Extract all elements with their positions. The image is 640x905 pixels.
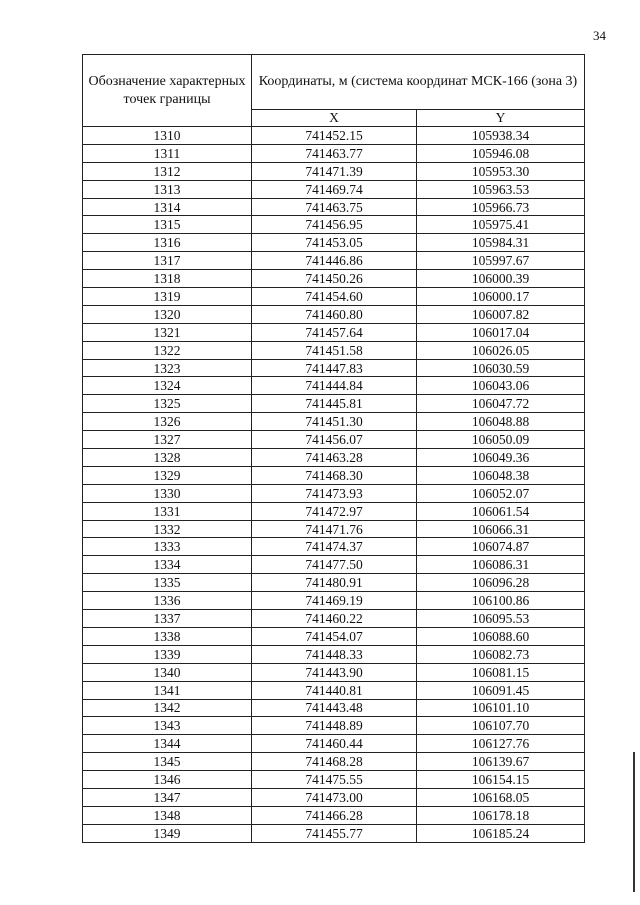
x-coordinate-cell: 741443.90 xyxy=(252,663,417,681)
table-row xyxy=(83,252,585,270)
header-x: X xyxy=(252,109,417,127)
point-id-cell: 1311 xyxy=(83,144,252,162)
table-row xyxy=(83,162,585,180)
table-row xyxy=(83,556,585,574)
point-id-cell: 1319 xyxy=(83,288,252,306)
x-coordinate-cell: 741472.97 xyxy=(252,502,417,520)
x-coordinate-cell: 741460.80 xyxy=(252,305,417,323)
table-row xyxy=(83,735,585,753)
x-coordinate-cell: 741480.91 xyxy=(252,574,417,592)
x-coordinate-cell: 741454.60 xyxy=(252,288,417,306)
point-id-cell: 1327 xyxy=(83,431,252,449)
point-id-cell: 1345 xyxy=(83,753,252,771)
point-id-cell: 1349 xyxy=(83,824,252,842)
y-coordinate-cell: 106096.28 xyxy=(417,574,585,592)
y-coordinate-cell: 106154.15 xyxy=(417,771,585,789)
y-coordinate-cell: 105975.41 xyxy=(417,216,585,234)
x-coordinate-cell: 741475.55 xyxy=(252,771,417,789)
point-id-cell: 1338 xyxy=(83,627,252,645)
coordinates-table xyxy=(82,54,585,843)
x-coordinate-cell: 741456.95 xyxy=(252,216,417,234)
table-row xyxy=(83,431,585,449)
y-coordinate-cell: 106082.73 xyxy=(417,645,585,663)
x-coordinate-cell: 741447.83 xyxy=(252,359,417,377)
table-row xyxy=(83,234,585,252)
table-row xyxy=(83,466,585,484)
table-row xyxy=(83,717,585,735)
x-coordinate-cell: 741443.48 xyxy=(252,699,417,717)
table-body xyxy=(83,127,585,843)
point-id-cell: 1320 xyxy=(83,305,252,323)
y-coordinate-cell: 106043.06 xyxy=(417,377,585,395)
table-row xyxy=(83,592,585,610)
x-coordinate-cell: 741440.81 xyxy=(252,681,417,699)
y-coordinate-cell: 106017.04 xyxy=(417,323,585,341)
y-coordinate-cell: 106061.54 xyxy=(417,502,585,520)
x-coordinate-cell: 741471.76 xyxy=(252,520,417,538)
x-coordinate-cell: 741460.22 xyxy=(252,610,417,628)
y-coordinate-cell: 106000.17 xyxy=(417,288,585,306)
y-coordinate-cell: 106101.10 xyxy=(417,699,585,717)
x-coordinate-cell: 741469.19 xyxy=(252,592,417,610)
table-row xyxy=(83,413,585,431)
point-id-cell: 1322 xyxy=(83,341,252,359)
table-row xyxy=(83,538,585,556)
y-coordinate-cell: 106050.09 xyxy=(417,431,585,449)
y-coordinate-cell: 106066.31 xyxy=(417,520,585,538)
y-coordinate-cell: 105984.31 xyxy=(417,234,585,252)
point-id-cell: 1330 xyxy=(83,484,252,502)
point-id-cell: 1347 xyxy=(83,788,252,806)
table-row xyxy=(83,395,585,413)
x-coordinate-cell: 741452.15 xyxy=(252,127,417,145)
table-row xyxy=(83,180,585,198)
header-point-label: Обозначение характерных точек границы xyxy=(83,55,252,127)
point-id-cell: 1314 xyxy=(83,198,252,216)
y-coordinate-cell: 106095.53 xyxy=(417,610,585,628)
point-id-cell: 1331 xyxy=(83,502,252,520)
header-y: Y xyxy=(417,109,585,127)
table-row xyxy=(83,788,585,806)
point-id-cell: 1310 xyxy=(83,127,252,145)
x-coordinate-cell: 741460.44 xyxy=(252,735,417,753)
table-row xyxy=(83,771,585,789)
table-row xyxy=(83,144,585,162)
y-coordinate-cell: 105963.53 xyxy=(417,180,585,198)
table-row xyxy=(83,627,585,645)
x-coordinate-cell: 741451.30 xyxy=(252,413,417,431)
table-row xyxy=(83,824,585,842)
y-coordinate-cell: 106026.05 xyxy=(417,341,585,359)
table-row xyxy=(83,681,585,699)
y-coordinate-cell: 106178.18 xyxy=(417,806,585,824)
point-id-cell: 1321 xyxy=(83,323,252,341)
table-row xyxy=(83,574,585,592)
table-row xyxy=(83,127,585,145)
point-id-cell: 1329 xyxy=(83,466,252,484)
point-id-cell: 1315 xyxy=(83,216,252,234)
y-coordinate-cell: 105953.30 xyxy=(417,162,585,180)
x-coordinate-cell: 741448.33 xyxy=(252,645,417,663)
table-row xyxy=(83,753,585,771)
point-id-cell: 1323 xyxy=(83,359,252,377)
x-coordinate-cell: 741450.26 xyxy=(252,270,417,288)
y-coordinate-cell: 105966.73 xyxy=(417,198,585,216)
table-row xyxy=(83,198,585,216)
x-coordinate-cell: 741463.28 xyxy=(252,449,417,467)
y-coordinate-cell: 105946.08 xyxy=(417,144,585,162)
y-coordinate-cell: 106052.07 xyxy=(417,484,585,502)
table-row xyxy=(83,699,585,717)
point-id-cell: 1343 xyxy=(83,717,252,735)
y-coordinate-cell: 105997.67 xyxy=(417,252,585,270)
table-row xyxy=(83,270,585,288)
table-row xyxy=(83,288,585,306)
y-coordinate-cell: 106139.67 xyxy=(417,753,585,771)
y-coordinate-cell: 105938.34 xyxy=(417,127,585,145)
point-id-cell: 1324 xyxy=(83,377,252,395)
point-id-cell: 1341 xyxy=(83,681,252,699)
point-id-cell: 1337 xyxy=(83,610,252,628)
y-coordinate-cell: 106048.38 xyxy=(417,466,585,484)
table-row xyxy=(83,645,585,663)
x-coordinate-cell: 741446.86 xyxy=(252,252,417,270)
point-id-cell: 1333 xyxy=(83,538,252,556)
y-coordinate-cell: 106049.36 xyxy=(417,449,585,467)
y-coordinate-cell: 106074.87 xyxy=(417,538,585,556)
point-id-cell: 1332 xyxy=(83,520,252,538)
x-coordinate-cell: 741473.93 xyxy=(252,484,417,502)
x-coordinate-cell: 741456.07 xyxy=(252,431,417,449)
table-row xyxy=(83,216,585,234)
x-coordinate-cell: 741466.28 xyxy=(252,806,417,824)
y-coordinate-cell: 106107.70 xyxy=(417,717,585,735)
x-coordinate-cell: 741473.00 xyxy=(252,788,417,806)
table-row xyxy=(83,610,585,628)
table-row xyxy=(83,484,585,502)
point-id-cell: 1316 xyxy=(83,234,252,252)
table-row xyxy=(83,520,585,538)
y-coordinate-cell: 106088.60 xyxy=(417,627,585,645)
x-coordinate-cell: 741455.77 xyxy=(252,824,417,842)
point-id-cell: 1328 xyxy=(83,449,252,467)
y-coordinate-cell: 106127.76 xyxy=(417,735,585,753)
point-id-cell: 1346 xyxy=(83,771,252,789)
x-coordinate-cell: 741463.75 xyxy=(252,198,417,216)
margin-line xyxy=(633,752,635,892)
point-id-cell: 1344 xyxy=(83,735,252,753)
x-coordinate-cell: 741463.77 xyxy=(252,144,417,162)
y-coordinate-cell: 106048.88 xyxy=(417,413,585,431)
x-coordinate-cell: 741451.58 xyxy=(252,341,417,359)
page-number: 34 xyxy=(593,28,606,43)
point-id-cell: 1335 xyxy=(83,574,252,592)
x-coordinate-cell: 741468.28 xyxy=(252,753,417,771)
y-coordinate-cell: 106047.72 xyxy=(417,395,585,413)
x-coordinate-cell: 741457.64 xyxy=(252,323,417,341)
point-id-cell: 1334 xyxy=(83,556,252,574)
point-id-cell: 1348 xyxy=(83,806,252,824)
table-row xyxy=(83,323,585,341)
table-row xyxy=(83,359,585,377)
y-coordinate-cell: 106086.31 xyxy=(417,556,585,574)
table-row xyxy=(83,663,585,681)
y-coordinate-cell: 106091.45 xyxy=(417,681,585,699)
y-coordinate-cell: 106007.82 xyxy=(417,305,585,323)
table-row xyxy=(83,377,585,395)
y-coordinate-cell: 106100.86 xyxy=(417,592,585,610)
point-id-cell: 1325 xyxy=(83,395,252,413)
point-id-cell: 1336 xyxy=(83,592,252,610)
table-row xyxy=(83,806,585,824)
table-row xyxy=(83,502,585,520)
x-coordinate-cell: 741454.07 xyxy=(252,627,417,645)
point-id-cell: 1340 xyxy=(83,663,252,681)
point-id-cell: 1339 xyxy=(83,645,252,663)
point-id-cell: 1318 xyxy=(83,270,252,288)
x-coordinate-cell: 741445.81 xyxy=(252,395,417,413)
x-coordinate-cell: 741448.89 xyxy=(252,717,417,735)
y-coordinate-cell: 106030.59 xyxy=(417,359,585,377)
x-coordinate-cell: 741469.74 xyxy=(252,180,417,198)
y-coordinate-cell: 106168.05 xyxy=(417,788,585,806)
point-id-cell: 1313 xyxy=(83,180,252,198)
x-coordinate-cell: 741468.30 xyxy=(252,466,417,484)
x-coordinate-cell: 741471.39 xyxy=(252,162,417,180)
point-id-cell: 1317 xyxy=(83,252,252,270)
table-row xyxy=(83,449,585,467)
y-coordinate-cell: 106185.24 xyxy=(417,824,585,842)
x-coordinate-cell: 741453.05 xyxy=(252,234,417,252)
point-id-cell: 1326 xyxy=(83,413,252,431)
header-coordinates: Координаты, м (система координат МСК-166 (зона 3) xyxy=(252,55,585,110)
point-id-cell: 1312 xyxy=(83,162,252,180)
point-id-cell: 1342 xyxy=(83,699,252,717)
y-coordinate-cell: 106000.39 xyxy=(417,270,585,288)
y-coordinate-cell: 106081.15 xyxy=(417,663,585,681)
x-coordinate-cell: 741474.37 xyxy=(252,538,417,556)
x-coordinate-cell: 741477.50 xyxy=(252,556,417,574)
table-row xyxy=(83,341,585,359)
x-coordinate-cell: 741444.84 xyxy=(252,377,417,395)
table-row xyxy=(83,305,585,323)
